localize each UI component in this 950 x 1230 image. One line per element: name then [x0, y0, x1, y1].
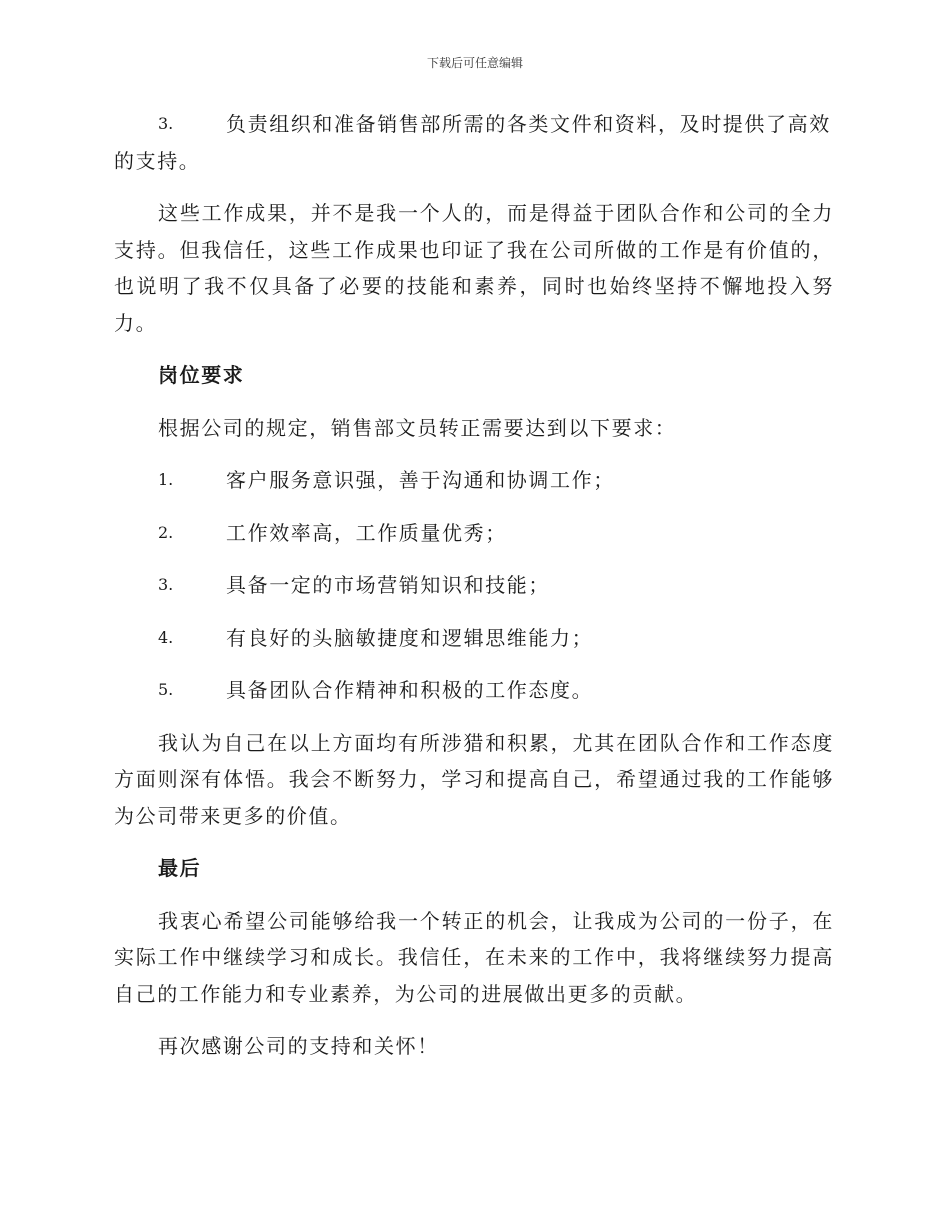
paragraph-hope: 我衷心希望公司能够给我一个转正的机会，让我成为公司的一份子，在实际工作中继续学习和成长。我信任，在未来的工作中，我将继续努力提高自己的工作能力和专业素养，为公司的进展做出更多的贡献。: [114, 908, 834, 1006]
list-text: 有良好的头脑敏捷度和逻辑思维能力；: [226, 625, 594, 650]
list-text: 客户服务意识强，善于沟通和协调工作；: [226, 468, 615, 492]
list-item: [114, 567, 834, 604]
list-number: 2.: [158, 522, 174, 542]
section-heading-final: 最后: [158, 856, 202, 880]
list-number: 3.: [158, 575, 174, 594]
list-number: 5.: [158, 680, 174, 699]
list-text: 具备一定的市场营销知识和技能；: [226, 573, 550, 597]
list-text: 具备团队合作精神和积极的工作态度。: [226, 678, 594, 702]
paragraph-results: 这些工作成果，并不是我一个人的，而是得益于团队合作和公司的全力支持。但我信任，这些工作成果也印证了我在公司所做的工作是有价值的，也说明了我不仅具备了必要的技能和素养，同时也始终坚持不懈地投入努力。: [114, 201, 834, 335]
list-item: [114, 462, 834, 499]
list-item-top: [114, 106, 834, 179]
paragraph-thanks: 再次感谢公司的支持和关怀！: [158, 1034, 439, 1058]
list-item: [114, 515, 834, 552]
page-header: 下载后可任意编辑: [426, 56, 523, 70]
paragraph-rules: 根据公司的规定，销售部文员转正需要达到以下要求：: [158, 415, 677, 440]
list-text: 工作效率高，工作质量优秀；: [226, 520, 507, 545]
list-number: 4.: [158, 627, 174, 647]
document-body: [114, 106, 834, 1081]
paragraph-self-assessment: 我认为自己在以上方面均有所涉猎和积累，尤其在团队合作和工作态度方面则深有体悟。我会不断努力，学习和提高自己，希望通过我的工作能够为公司带来更多的价值。: [114, 730, 834, 828]
list-number: 1.: [158, 470, 174, 489]
list-item: [114, 620, 834, 657]
section-heading-requirements: 岗位要求: [158, 363, 245, 387]
list-text: 负责组织和准备销售部所需的各类文件和资料，及时提供了高效的支持。: [114, 112, 831, 173]
list-number: 3.: [158, 114, 174, 133]
list-item: [114, 672, 834, 709]
